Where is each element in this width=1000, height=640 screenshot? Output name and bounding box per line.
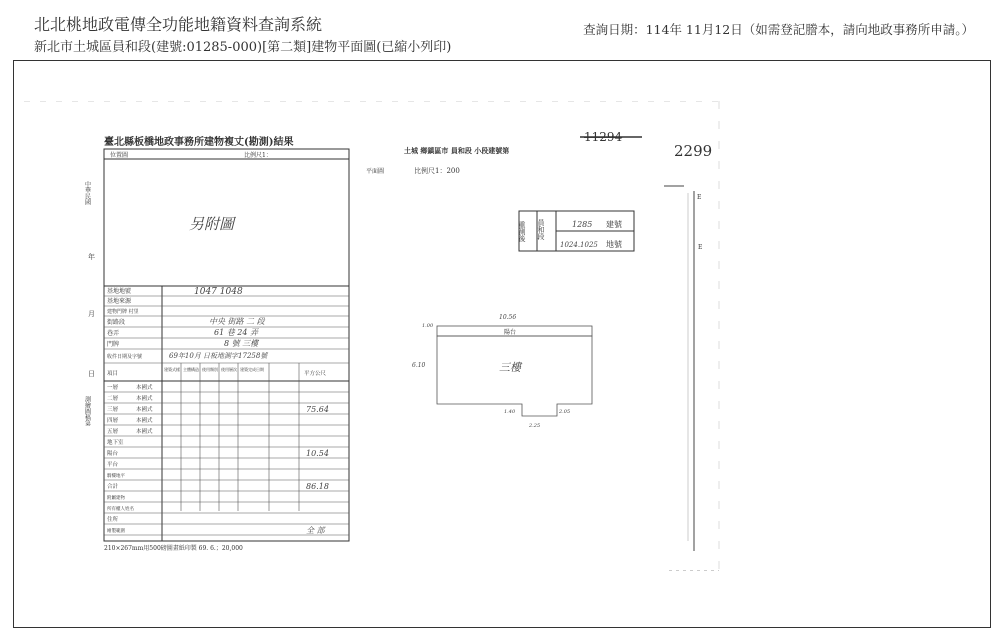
- edge-letter-top: Ε: [697, 194, 702, 201]
- dim-side: 1.00: [422, 323, 434, 329]
- table-row-style: 本國式: [136, 385, 153, 391]
- col-structure: 主體構造: [183, 367, 199, 372]
- table-row-label: 繪製範圍: [107, 529, 125, 534]
- col-area: 平方公尺: [304, 371, 327, 377]
- location-map-label: 位置圖: [110, 152, 129, 159]
- resurvey-land-suffix: 地號: [606, 240, 622, 249]
- table-row-label: 五層: [107, 429, 119, 435]
- table-row-style: 本國式: [136, 396, 153, 402]
- document-frame: [13, 60, 991, 628]
- side-label-roc: 中華民國: [83, 181, 91, 205]
- resurvey-stamp: [518, 211, 635, 251]
- footer-note: 210×267mm用500磅圖畫紙印製 69. 6.；20,000: [104, 545, 243, 552]
- building-number: 2299: [674, 142, 713, 160]
- resurvey-land-no: 1024.1025: [560, 241, 598, 249]
- col-style: 建築式樣: [164, 367, 180, 372]
- unit-outline: [437, 336, 592, 416]
- row-label-land-no: 基地地號: [107, 288, 132, 295]
- see-attached-note: 另附圖: [189, 215, 235, 233]
- query-date: 查詢日期：114年 11月12日（如需登記謄本，請向地政事務所申請。）: [583, 22, 974, 37]
- dim-b1: 1.40: [504, 409, 516, 415]
- col-complete-date: 建築完成日期: [240, 367, 264, 372]
- row-label-door: 門牌: [107, 341, 120, 348]
- resurvey-build-suffix: 建號: [606, 220, 622, 229]
- dim-b2: 2.05: [559, 409, 571, 415]
- table-row-label: 住所: [107, 517, 119, 523]
- floor-name: 三樓: [499, 361, 521, 374]
- system-title: 北北桃地政電傳全功能地籍資料查詢系統: [34, 15, 323, 34]
- table-row-label: 合計: [107, 484, 119, 490]
- old-number: 11294: [584, 130, 623, 144]
- table-row-area: 75.64: [306, 405, 329, 414]
- plan-label: 平面圖: [366, 168, 385, 175]
- district-header: 土城 鄉鎮區市 員和段 小段建號第: [404, 146, 510, 155]
- row-label-land-source: 基地來源: [107, 298, 132, 305]
- info-rows: [104, 287, 349, 363]
- row-value-door: 8 號 三樓: [224, 339, 259, 348]
- balcony-label: 陽台: [504, 329, 517, 336]
- row-value-lane: 61 巷 24 弄: [214, 328, 258, 337]
- table-row-style: 本國式: [136, 407, 153, 413]
- floor-table: [104, 363, 349, 535]
- table-row-label: 所有權人姓名: [107, 507, 134, 512]
- table-row-label: 附屬建物: [107, 496, 125, 501]
- floor-plan: [412, 314, 592, 429]
- table-row-style: 本國式: [136, 418, 153, 424]
- scale-label: 比例尺1：: [244, 152, 272, 159]
- dim-top: 10.56: [499, 314, 517, 321]
- table-row-label: 四層: [107, 418, 119, 424]
- scanned-document: [24, 101, 724, 571]
- resurvey-build-no: 1285: [572, 220, 593, 229]
- side-label-year: 年: [88, 253, 95, 261]
- edge-letter-mid: E: [698, 244, 703, 251]
- resurvey-section: 員和段: [537, 219, 545, 240]
- side-note: 測繪圖稿第: [83, 396, 91, 426]
- col-level: 使用層次: [221, 367, 237, 372]
- dim-b3: 2.25: [529, 423, 541, 429]
- document-subtitle: 新北市土城區員和段(建號:01285-000)[第二類]建物平面圖(已縮小列印): [34, 40, 452, 55]
- row-value-road: 中央 街路 二 段: [209, 317, 265, 326]
- dim-left: 6.10: [412, 362, 426, 369]
- table-row-label: 平台: [107, 462, 119, 468]
- table-row-label: 一層: [107, 385, 119, 391]
- col-item: 項目: [107, 371, 119, 377]
- edge-marks: [664, 186, 719, 571]
- table-row-label: 陽台: [107, 451, 119, 457]
- table-row-area: 10.54: [306, 449, 329, 458]
- resurvey-label: 重測後: [518, 221, 526, 242]
- col-use: 使用類別: [202, 367, 218, 372]
- row-value-receipt: 69年10月 日板地測字17258號: [169, 352, 268, 360]
- row-value-land-no: 1047 1048: [194, 287, 243, 297]
- table-row-label: 地下室: [107, 440, 124, 446]
- table-row-label: 三層: [107, 407, 119, 413]
- plan-scale: 比例尺1：200: [414, 167, 460, 175]
- table-row-label: 二層: [107, 396, 119, 402]
- table-row-area: 86.18: [306, 482, 329, 491]
- side-label-day: 日: [88, 370, 95, 378]
- table-row-area: 全 部: [306, 526, 325, 535]
- row-label-lane: 巷弄: [107, 330, 120, 337]
- row-label-road: 街路段: [107, 319, 126, 326]
- office-title: 臺北縣板橋地政事務所建物複丈(勘測)結果: [104, 137, 294, 148]
- row-label-receipt: 收件日期及字號: [107, 354, 143, 360]
- table-row-label: 騎樓地平: [107, 474, 125, 479]
- side-label-month: 月: [88, 310, 95, 318]
- table-row-style: 本國式: [136, 429, 153, 435]
- row-label-village: 建物門牌 村里: [107, 309, 139, 315]
